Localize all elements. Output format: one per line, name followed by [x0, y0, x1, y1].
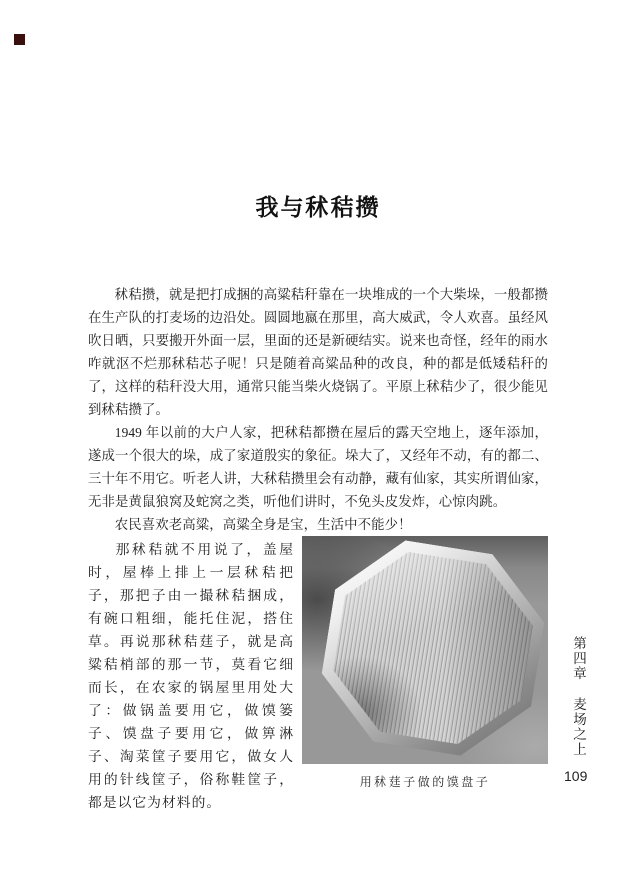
tray-photo	[302, 536, 548, 764]
paragraph: 秫秸攒，就是把打成捆的高粱秸秆靠在一块堆成的一个大柴垛，一般都攒在生产队的打麦场的边沿处。圆圆地嬴在那里，高大威武，令人欢喜。虽经风吹日晒，只要搬开外面一层，里面的还是新硬结实。说来也奇怪，经年的雨水咋就沤不烂那秫秸芯子呢！只是随着高粱品种的改良，种的都是低矮秸秆的了，这样的秸秆没大用，通常只能当柴火烧锅了。平原上秫秸少了，很少能见到秫秸攒了。	[88, 287, 548, 417]
chapter-label: 第四章	[571, 636, 586, 681]
octagonal-tray	[312, 536, 548, 764]
paragraph: 农民喜欢老高粱，高粱全身是宝，生活中不能少！	[114, 517, 412, 532]
lower-block	[88, 536, 548, 814]
tray-weave-surface	[325, 543, 541, 752]
column-paragraph: 那秫秸就不用说了，盖屋时，屋棒上排上一层秫秸把子，那把子由一撮秫秸捆成，有碗口粗细，能托住泥，搭住草。再说那秫秸莛子，就是高粱秸梢部的那一节，莫看它细而长，在农家的锅屋里用处大了：做锅盖要用它，做馍篓子、馍盘子要用它，做箅淋子、淘菜筐子要用它，做女人用的针线筐子，俗称鞋筐子，都是以它为材料的。	[88, 542, 294, 810]
figure	[302, 536, 548, 790]
figure-caption: 用秫莛子做的馍盘子	[359, 775, 491, 789]
page-number: 109	[564, 768, 588, 784]
page-title: 我与秫秸攒	[255, 195, 381, 221]
body-text	[88, 283, 548, 536]
chapter-sidebar	[568, 636, 588, 757]
corner-mark	[14, 34, 25, 45]
section-label: 麦场之上	[571, 697, 586, 758]
paragraph: 1949 年以前的大户人家，把秫秸都攒在屋后的露天空地上，逐年添加，遂成一个很大的垛，成了家道殷实的象征。垛大了，又经年不动，有的都二、三十年不用它。听老人讲，大秫秸攒里会有动静，藏有仙家，其实所谓仙家，无非是黄鼠狼窝及蛇窝之类，听他们讲时，不免头皮发炸，心惊肉跳。	[88, 425, 548, 509]
